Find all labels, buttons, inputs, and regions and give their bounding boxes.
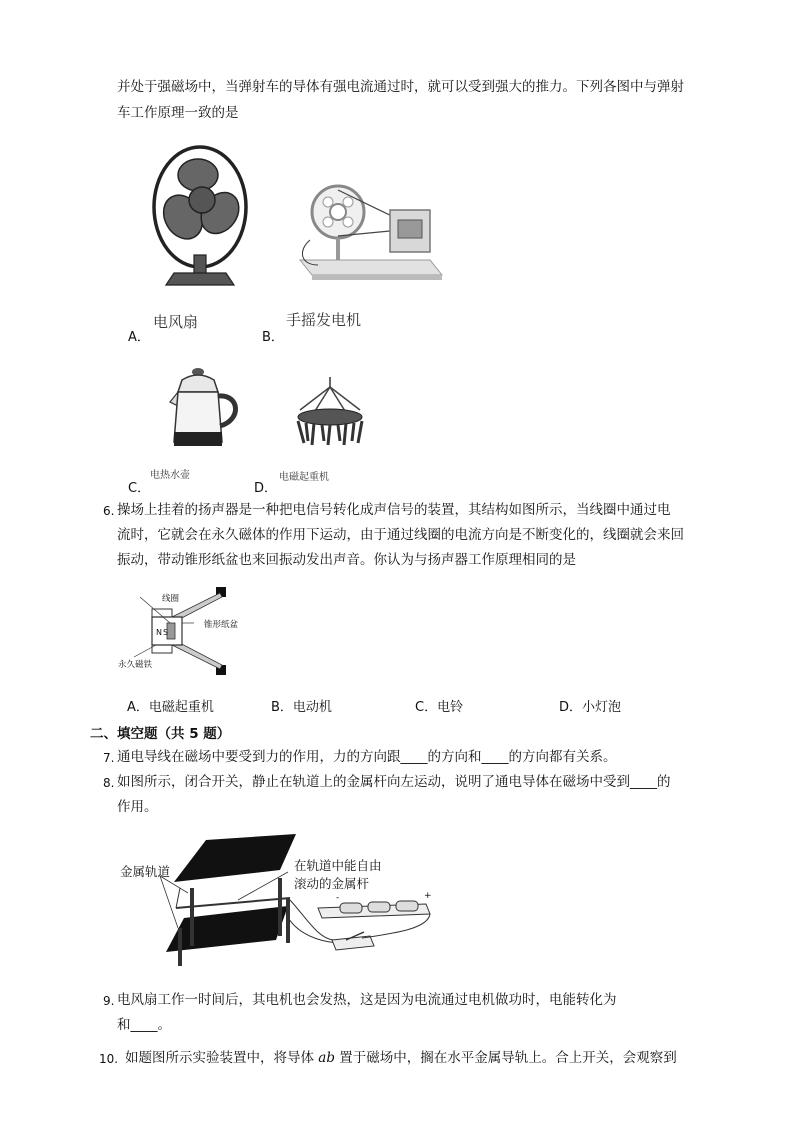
electric-fan-image [150,145,250,290]
magnet-label: 永久磁铁 [118,660,153,670]
svg-text:-: - [336,893,340,903]
q8-stem-line2: 作用。 [117,799,158,815]
q6-stem-line3: 振动，带动锥形纸盆也来回振动发出声音。你认为与扬声器工作原理相同的是 [117,552,576,568]
option-c-letter: C． [128,481,151,496]
cone-label: 锥形纸盆 [204,620,239,630]
metal-rail-diagram [118,828,448,973]
svg-text:+: + [424,891,432,901]
magnet-s-label: S [163,628,169,637]
electromagnetic-crane-image [290,375,370,450]
option-a-caption: 电风扇 [153,313,199,331]
rod-label-line2: 滚动的金属杆 [294,876,370,891]
hand-crank-generator-image [290,180,450,285]
option-c-caption: 电热水壶 [150,470,190,481]
q9-stem-line2: 和____。 [117,1017,171,1033]
section-title: 二、填空题（共 5 题） [90,726,231,742]
q10-number: 10. [99,1052,119,1066]
option-d-letter: D． [254,481,278,496]
q6-option-d: D．小灯泡 [559,700,622,715]
coil-label: 线圈 [162,594,180,604]
q6-stem-line1: 操场上挂着的扬声器是一种把电信号转化成声信号的装置，其结构如图所示，当线圈中通过电 [117,502,671,518]
magnet-n-label: N [156,628,162,637]
q6-number: 6. [103,504,115,518]
option-b-letter: B． [262,330,284,345]
q10-stem [125,1048,677,1068]
option-a-letter: A． [128,330,150,345]
rail-label: 金属轨道 [120,864,171,879]
q6-option-b: B．电动机 [271,700,332,715]
q10-stem-post: 置于磁场中，搁在水平金属导轨上。合上开关，会观察到 [335,1050,677,1066]
q10-variable-ab: ab [318,1050,335,1066]
q7-number: 7. [103,751,115,765]
q9-stem-line1: 电风扇工作一时间后，其电机也会发热，这是因为电流通过电机做功时，电能转化为 [117,992,617,1008]
q5-stem-line1: 并处于强磁场中，当弹射车的导体有强电流通过时，就可以受到强大的推力。下列各图中与弹射 [117,79,684,95]
q9-number: 9. [103,994,115,1008]
q5-stem-line2: 车工作原理一致的是 [117,105,239,121]
loudspeaker-diagram [112,585,242,680]
rod-label-line1: 在轨道中能自由 [294,858,382,873]
q7-stem: 通电导线在磁场中要受到力的作用，力的方向跟____的方向和____的方向都有关系。 [117,749,617,765]
electric-kettle-image [160,362,245,457]
q6-stem-line2: 流时，它就会在永久磁体的作用下运动，由于通过线圈的电流方向是不断变化的，线圈就会来回 [117,527,684,543]
option-d-caption: 电磁起重机 [279,472,329,483]
q8-stem-line1: 如图所示，闭合开关，静止在轨道上的金属杆向左运动，说明了通电导体在磁场中受到____的 [117,774,671,790]
q6-option-a: A．电磁起重机 [127,700,214,715]
q10-stem-pre: 如题图所示实验装置中，将导体 [125,1050,319,1066]
q6-option-c: C．电铃 [415,700,464,715]
option-b-caption: 手摇发电机 [286,311,362,329]
q8-number: 8. [103,776,115,790]
